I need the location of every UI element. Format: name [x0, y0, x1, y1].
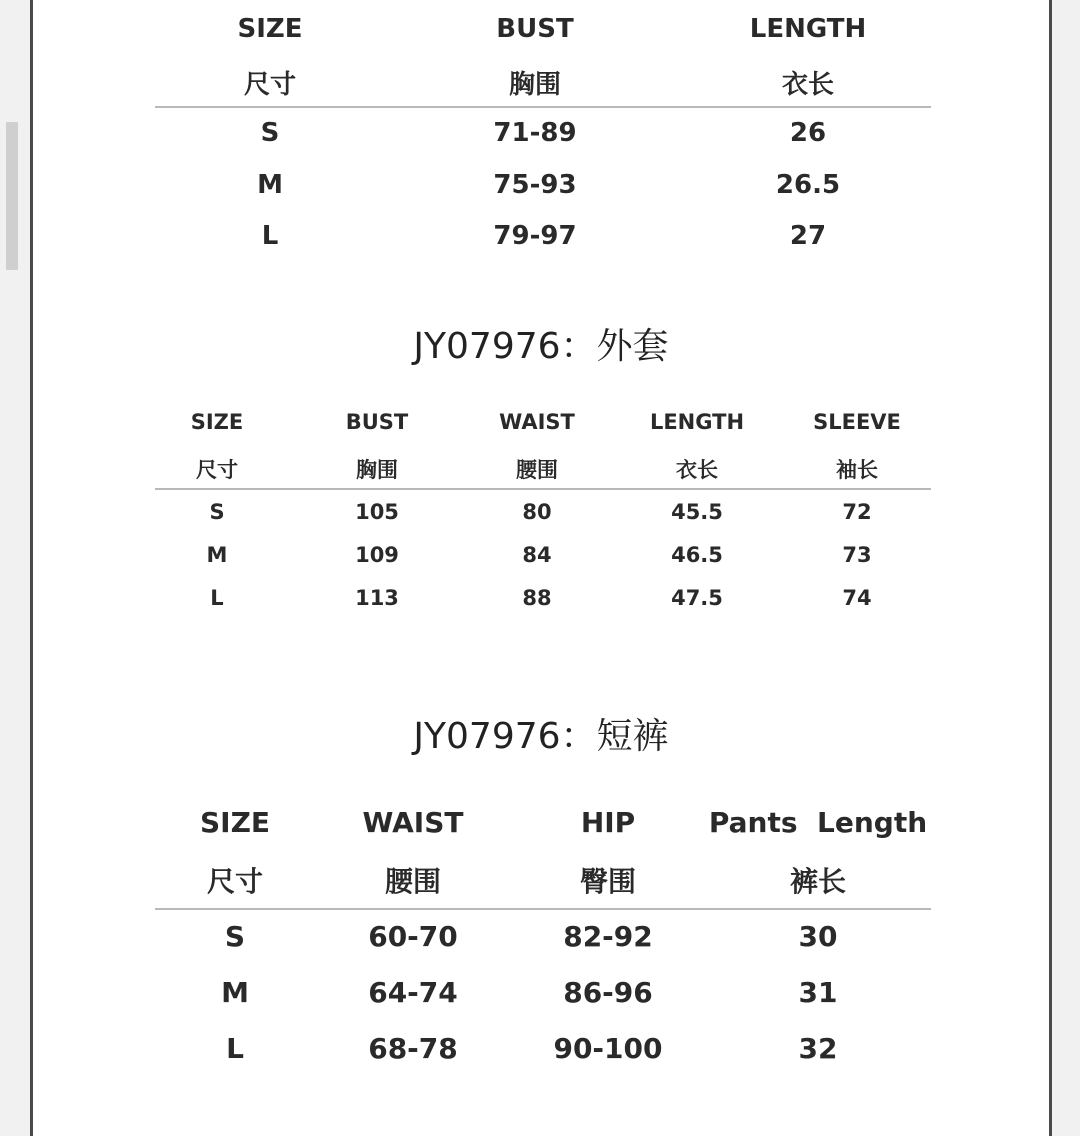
waist-cell: 84 [522, 543, 552, 567]
sleeve-cell: 72 [842, 500, 872, 524]
waist-cell: 68-78 [368, 1032, 458, 1065]
header-hip-cn: 臀围 [579, 865, 636, 898]
header-waist: WAIST [362, 806, 464, 839]
bust-cell: 113 [355, 586, 399, 610]
pants-length-cell: 31 [798, 976, 838, 1009]
header-length-cn: 衣长 [781, 70, 834, 100]
size-cell: S [209, 500, 225, 524]
header-sleeve: SLEEVE [813, 410, 901, 434]
sleeve-cell: 74 [842, 586, 872, 610]
table-row [155, 170, 931, 200]
header-length-cn: 衣长 [676, 458, 718, 482]
header-bust-cn: 胸围 [356, 458, 398, 482]
header-length: LENGTH [649, 410, 745, 434]
header-divider [155, 106, 931, 108]
bust-cell: 105 [355, 500, 399, 524]
header-bust: BUST [496, 14, 574, 44]
waist-cell: 60-70 [368, 920, 458, 953]
size-cell: M [206, 543, 228, 567]
header-divider [155, 908, 931, 910]
header-size: SIZE [237, 14, 303, 44]
header-waist-cn: 腰围 [384, 865, 441, 898]
size-cell: M [257, 170, 283, 200]
hip-cell: 86-96 [563, 976, 653, 1009]
table-row [155, 543, 931, 567]
jacket-section-title: JY07976：外套 [413, 326, 669, 367]
table-row [155, 500, 931, 524]
pants-length-cell: 32 [798, 1032, 838, 1065]
table-row [155, 221, 931, 251]
waist-cell: 64-74 [368, 976, 458, 1009]
header-bust-cn: 胸围 [508, 70, 561, 100]
bust-cell: 79-97 [493, 221, 577, 251]
bust-cell: 71-89 [493, 118, 577, 148]
size-cell: L [210, 586, 224, 610]
table-row [155, 586, 931, 610]
header-waist-cn: 腰围 [516, 458, 558, 482]
size-cell: S [260, 118, 280, 148]
size-chart-sheet [30, 0, 1052, 1136]
waist-cell: 88 [522, 586, 552, 610]
sleeve-cell: 73 [842, 543, 872, 567]
table-row [155, 920, 931, 953]
size-cell: S [224, 920, 246, 953]
length-cell: 26 [789, 118, 827, 148]
header-pants-length-cn: 裤长 [789, 865, 846, 898]
header-pants-length: Pants Length [708, 806, 928, 839]
header-divider [155, 488, 931, 490]
length-cell: 45.5 [671, 500, 723, 524]
table-row [155, 1032, 931, 1065]
header-size-cn: 尺寸 [243, 70, 296, 100]
header-length: LENGTH [749, 14, 867, 44]
pants-length-cell: 30 [798, 920, 838, 953]
hip-cell: 82-92 [563, 920, 653, 953]
length-cell: 47.5 [671, 586, 723, 610]
header-waist: WAIST [499, 410, 575, 434]
header-size-cn: 尺寸 [206, 865, 263, 898]
shorts-section-title: JY07976：短裤 [413, 716, 669, 757]
size-cell: L [261, 221, 279, 251]
header-row-cn [155, 454, 931, 484]
header-row-cn [155, 860, 931, 900]
length-cell: 46.5 [671, 543, 723, 567]
bust-cell: 109 [355, 543, 399, 567]
bust-cell: 75-93 [493, 170, 577, 200]
header-size: SIZE [190, 410, 244, 434]
header-row-cn [155, 64, 931, 101]
size-cell: M [221, 976, 249, 1009]
header-size: SIZE [199, 806, 270, 839]
size-cell: L [226, 1032, 244, 1065]
length-cell: 27 [789, 221, 827, 251]
hip-cell: 90-100 [553, 1032, 663, 1065]
header-size-cn: 尺寸 [196, 458, 238, 482]
length-cell: 26.5 [775, 170, 841, 200]
waist-cell: 80 [522, 500, 552, 524]
table-row [155, 118, 931, 148]
header-row-en [155, 806, 931, 839]
table-row [155, 976, 931, 1009]
header-hip: HIP [580, 806, 636, 839]
header-row-en [155, 410, 931, 434]
header-sleeve-cn: 袖长 [836, 458, 878, 482]
scrollbar-thumb[interactable] [6, 122, 18, 270]
header-row-en [155, 14, 931, 44]
header-bust: BUST [345, 410, 409, 434]
